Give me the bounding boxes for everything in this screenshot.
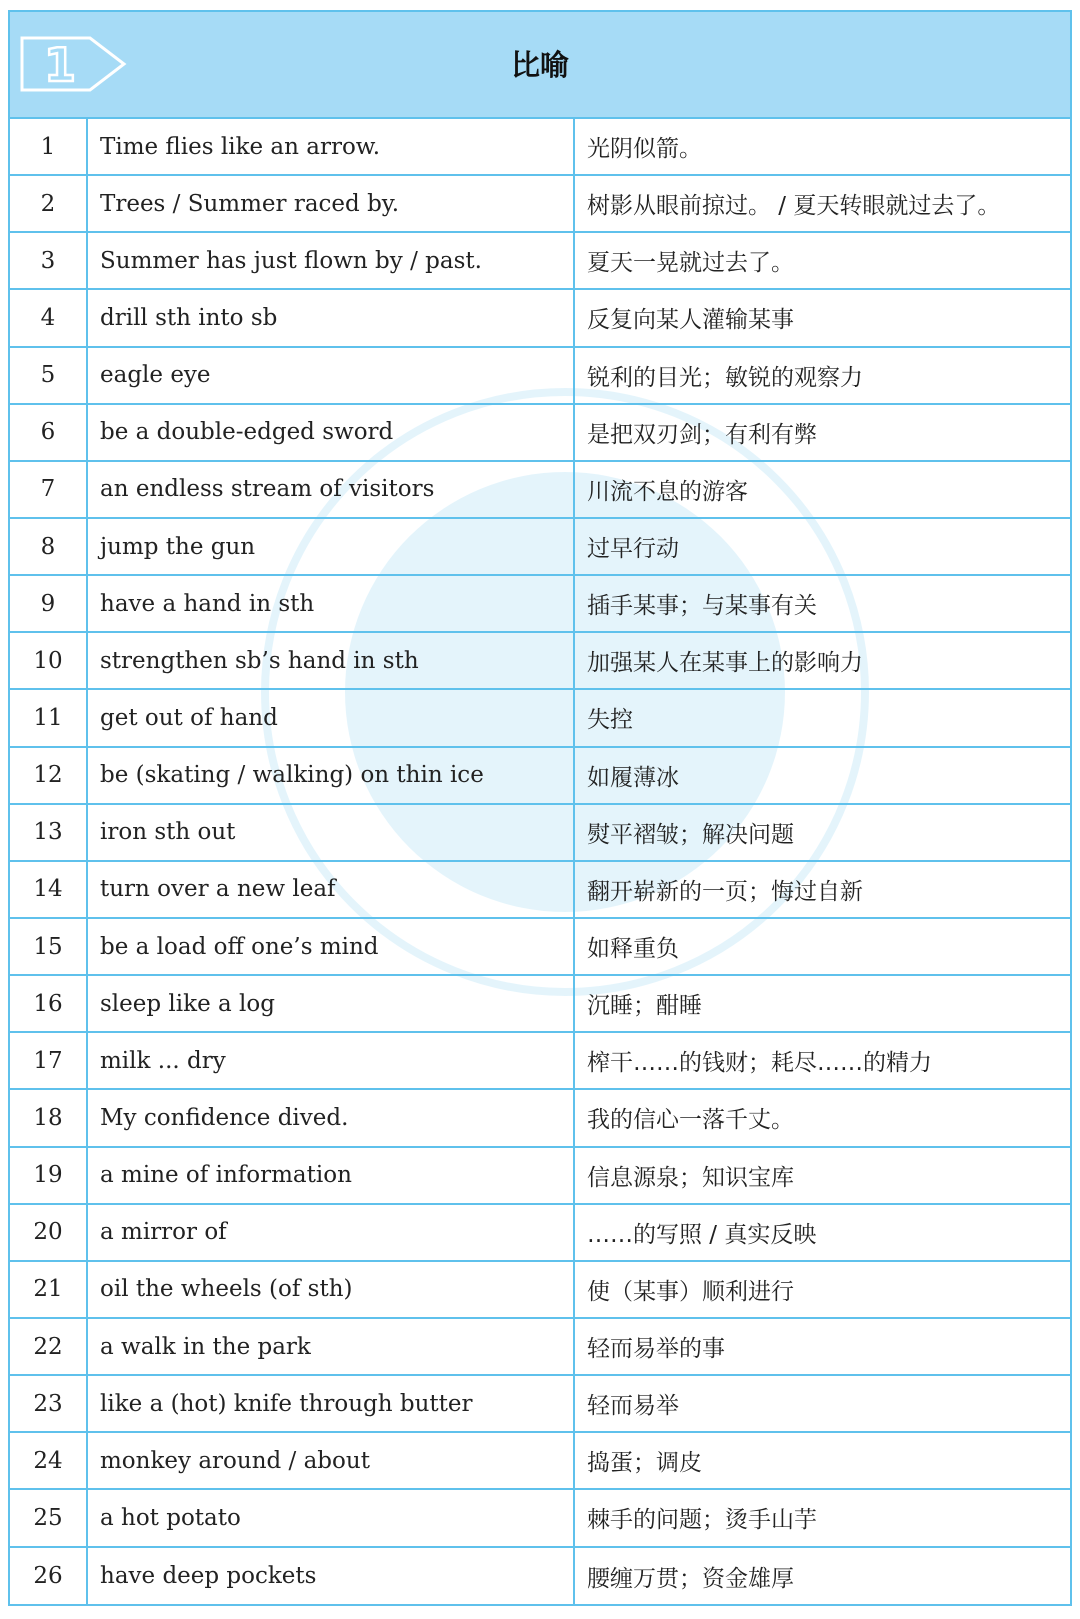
english-phrase: a walk in the park bbox=[88, 1319, 575, 1374]
table-row bbox=[10, 1033, 1070, 1090]
chinese-meaning: 如释重负 bbox=[587, 936, 679, 963]
row-number: 19 bbox=[10, 1148, 88, 1203]
row-number: 14 bbox=[10, 862, 88, 917]
english-phrase: be a double-edged sword bbox=[88, 405, 575, 460]
row-number: 5 bbox=[10, 348, 88, 403]
table-row bbox=[10, 976, 1070, 1033]
row-number: 17 bbox=[10, 1033, 88, 1088]
chinese-meaning: 川流不息的游客 bbox=[587, 478, 748, 505]
chinese-meaning: 腰缠万贯；资金雄厚 bbox=[587, 1565, 794, 1592]
english-phrase: a mine of information bbox=[88, 1148, 575, 1203]
english-phrase: get out of hand bbox=[88, 690, 575, 745]
english-phrase: monkey around / about bbox=[88, 1433, 575, 1488]
english-phrase: iron sth out bbox=[88, 805, 575, 860]
table-row bbox=[10, 919, 1070, 976]
table-row bbox=[10, 519, 1070, 576]
row-number: 13 bbox=[10, 805, 88, 860]
row-number: 3 bbox=[10, 233, 88, 288]
chinese-meaning: ……的写照 / 真实反映 bbox=[587, 1221, 817, 1248]
table-row bbox=[10, 1376, 1070, 1433]
english-phrase: milk ... dry bbox=[88, 1033, 575, 1088]
english-phrase: an endless stream of visitors bbox=[88, 462, 575, 517]
chinese-meaning: 锐利的目光；敏锐的观察力 bbox=[587, 364, 863, 391]
row-number: 11 bbox=[10, 690, 88, 745]
table-row bbox=[10, 1319, 1070, 1376]
chinese-meaning: 加强某人在某事上的影响力 bbox=[587, 650, 863, 677]
chinese-meaning: 是把双刃剑；有利有弊 bbox=[587, 421, 817, 448]
chinese-meaning: 过早行动 bbox=[587, 536, 679, 563]
english-phrase: a hot potato bbox=[88, 1490, 575, 1545]
table-row bbox=[10, 348, 1070, 405]
table-row bbox=[10, 1148, 1070, 1205]
chinese-meaning: 如履薄冰 bbox=[587, 764, 679, 791]
row-number: 2 bbox=[10, 176, 88, 231]
table-row bbox=[10, 633, 1070, 690]
row-number: 16 bbox=[10, 976, 88, 1031]
row-number: 20 bbox=[10, 1205, 88, 1260]
table-row bbox=[10, 690, 1070, 747]
english-phrase: be (skating / walking) on thin ice bbox=[88, 748, 575, 803]
section-number: 1 bbox=[44, 38, 77, 92]
chinese-meaning: 熨平褶皱；解决问题 bbox=[587, 821, 794, 848]
row-number: 4 bbox=[10, 290, 88, 345]
chinese-meaning: 棘手的问题；烫手山芋 bbox=[587, 1507, 817, 1534]
row-number: 1 bbox=[10, 119, 88, 174]
chinese-meaning: 轻而易举 bbox=[587, 1393, 679, 1420]
row-number: 22 bbox=[10, 1319, 88, 1374]
english-phrase: like a (hot) knife through butter bbox=[88, 1376, 575, 1431]
chinese-meaning: 夏天一晃就过去了。 bbox=[587, 250, 794, 277]
row-number: 12 bbox=[10, 748, 88, 803]
chinese-meaning: 翻开崭新的一页；悔过自新 bbox=[587, 878, 863, 905]
table-title: 比喻 bbox=[510, 48, 569, 82]
chinese-meaning: 插手某事；与某事有关 bbox=[587, 593, 817, 620]
english-phrase: drill sth into sb bbox=[88, 290, 575, 345]
chinese-meaning: 榨干……的钱财；耗尽……的精力 bbox=[587, 1050, 932, 1077]
english-phrase: have deep pockets bbox=[88, 1548, 575, 1605]
table-row bbox=[10, 462, 1070, 519]
english-phrase: oil the wheels (of sth) bbox=[88, 1262, 575, 1317]
row-number: 7 bbox=[10, 462, 88, 517]
english-phrase: a mirror of bbox=[88, 1205, 575, 1260]
table-row bbox=[10, 290, 1070, 347]
table-row bbox=[10, 1548, 1070, 1605]
english-phrase: sleep like a log bbox=[88, 976, 575, 1031]
english-phrase: be a load off one’s mind bbox=[88, 919, 575, 974]
table-row bbox=[10, 576, 1070, 633]
row-number: 10 bbox=[10, 633, 88, 688]
english-phrase: jump the gun bbox=[88, 519, 575, 574]
table-row bbox=[10, 1262, 1070, 1319]
table-row bbox=[10, 1090, 1070, 1147]
english-phrase: eagle eye bbox=[88, 348, 575, 403]
row-number: 9 bbox=[10, 576, 88, 631]
table-row bbox=[10, 119, 1070, 176]
table-row bbox=[10, 748, 1070, 805]
row-number: 15 bbox=[10, 919, 88, 974]
vocabulary-table bbox=[8, 10, 1072, 1606]
chinese-meaning: 光阴似箭。 bbox=[587, 136, 702, 163]
chinese-meaning: 沉睡；酣睡 bbox=[587, 993, 702, 1020]
row-number: 18 bbox=[10, 1090, 88, 1145]
chinese-meaning: 使（某事）顺利进行 bbox=[587, 1278, 794, 1305]
table-row bbox=[10, 1205, 1070, 1262]
table-header bbox=[10, 12, 1070, 119]
row-number: 6 bbox=[10, 405, 88, 460]
row-number: 21 bbox=[10, 1262, 88, 1317]
chinese-meaning: 捣蛋；调皮 bbox=[587, 1450, 702, 1477]
row-number: 23 bbox=[10, 1376, 88, 1431]
row-number: 8 bbox=[10, 519, 88, 574]
table-body bbox=[10, 119, 1070, 1605]
english-phrase: Time flies like an arrow. bbox=[88, 119, 575, 174]
chinese-meaning: 失控 bbox=[587, 707, 633, 734]
table-row bbox=[10, 233, 1070, 290]
chinese-meaning: 反复向某人灌输某事 bbox=[587, 307, 794, 334]
english-phrase: Trees / Summer raced by. bbox=[88, 176, 575, 231]
row-number: 25 bbox=[10, 1490, 88, 1545]
chinese-meaning: 轻而易举的事 bbox=[587, 1336, 725, 1363]
english-phrase: strengthen sb’s hand in sth bbox=[88, 633, 575, 688]
chinese-meaning: 树影从眼前掠过。 / 夏天转眼就过去了。 bbox=[587, 193, 1001, 220]
row-number: 26 bbox=[10, 1548, 88, 1605]
row-number: 24 bbox=[10, 1433, 88, 1488]
table-row bbox=[10, 176, 1070, 233]
chinese-meaning: 信息源泉；知识宝库 bbox=[587, 1164, 794, 1191]
english-phrase: have a hand in sth bbox=[88, 576, 575, 631]
chinese-meaning: 我的信心一落千丈。 bbox=[587, 1107, 794, 1134]
table-row bbox=[10, 405, 1070, 462]
english-phrase: Summer has just flown by / past. bbox=[88, 233, 575, 288]
table-row bbox=[10, 1490, 1070, 1547]
table-row bbox=[10, 862, 1070, 919]
table-row bbox=[10, 1433, 1070, 1490]
english-phrase: turn over a new leaf bbox=[88, 862, 575, 917]
table-row bbox=[10, 805, 1070, 862]
english-phrase: My confidence dived. bbox=[88, 1090, 575, 1145]
